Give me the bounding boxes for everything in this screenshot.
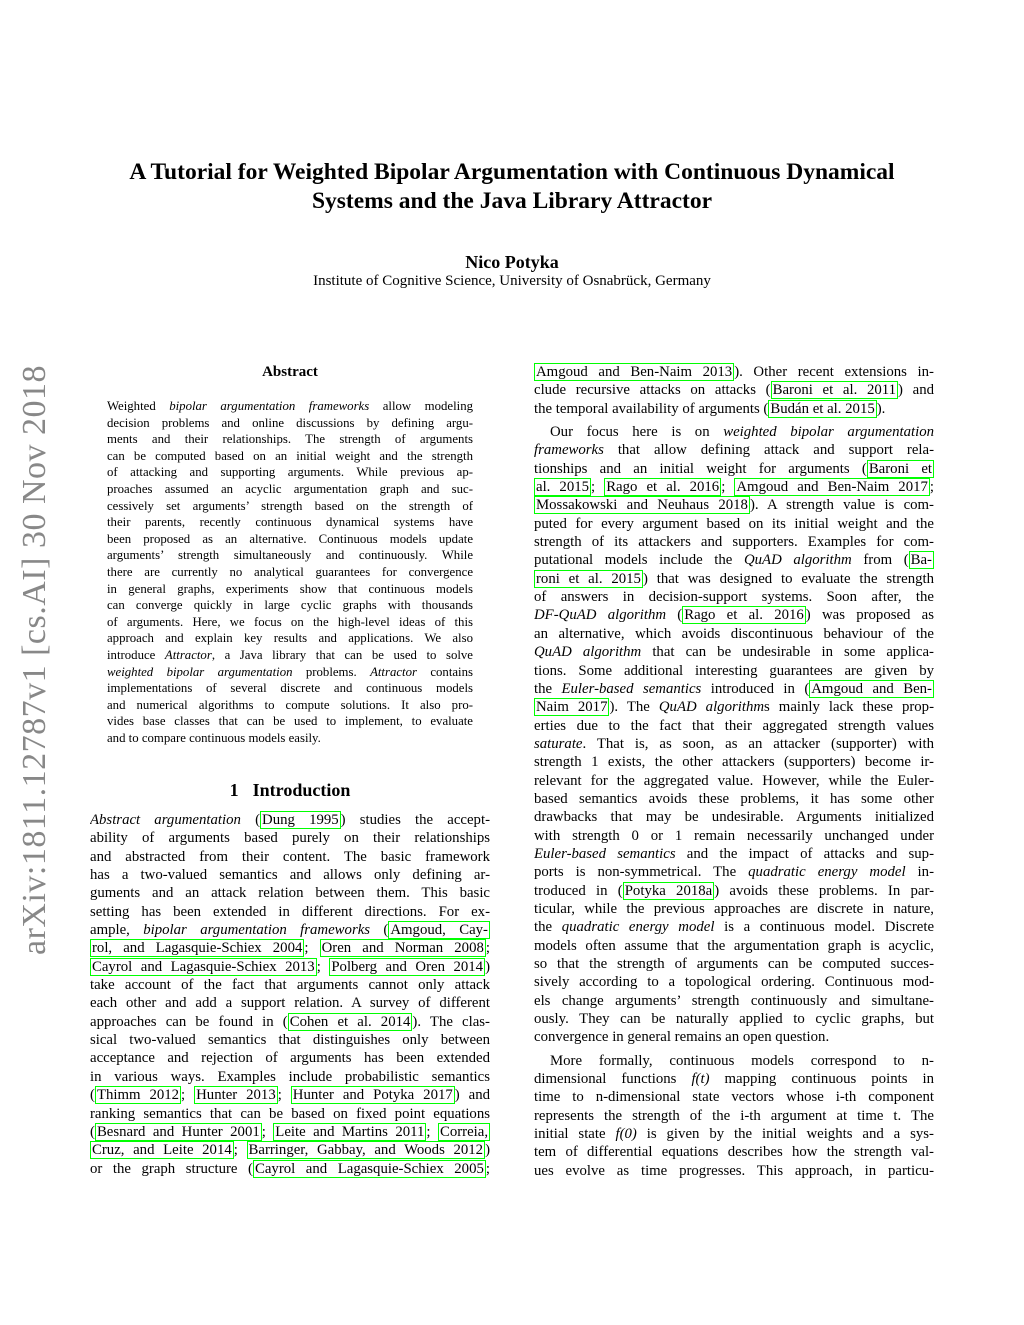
italic-term: frameworks (534, 442, 604, 459)
text-line: weighted bipolar argumentation problems. Attractor contains (107, 664, 473, 679)
italic-term: saturate (534, 735, 583, 752)
citation-link[interactable]: Amgoud and Ben-Naim 2017 (736, 479, 928, 496)
italic-term: f(0) (615, 1126, 637, 1143)
text-line: Cayrol and Lagasquie-Schiex 2013 ; Polberg and Oren 2014 ) (92, 958, 490, 975)
left-column-body (90, 811, 490, 1178)
text-line: setting has been extended in different directions. For ex- (90, 903, 490, 920)
italic-term: DF-QuAD algorithm (534, 607, 667, 624)
citation-link[interactable]: rol, and Lagasquie-Schiex 2004 (92, 940, 303, 957)
italic-term: quadratic energy model (748, 864, 906, 881)
abstract-heading: Abstract (262, 364, 318, 380)
citation-link[interactable]: Amgoud and Ben-Naim 2013 (536, 364, 733, 380)
text-line: saturate. That is, as soon, as an attacker (supporter) with (534, 735, 934, 752)
text-line: els change arguments’ strength continuously and simultane- (534, 992, 934, 1009)
text-line: ports is non-symmetrical. The quadratic energy model in- (534, 864, 934, 881)
text-line: and to compare continuous models easily. (107, 730, 321, 745)
italic-term: weighted bipolar argumentation (107, 664, 293, 679)
text-line: tem of differential equations describes how the strength val- (534, 1144, 934, 1161)
text-line: cessively set arguments’ strength based on the strength of (107, 498, 473, 513)
text-line: relevant for the aggregated value. However, while the Euler- (534, 772, 934, 789)
section-title: Introduction (252, 780, 351, 800)
italic-term: QuAD algorithm (658, 699, 765, 716)
text-line: ability of arguments based purely on their relationships (90, 830, 490, 847)
text-line: frameworks that allow defining attack and support rela- (534, 442, 934, 459)
text-line: the quadratic energy model is a continuous model. Discrete (534, 919, 934, 936)
text-line: of arguments. Here, we focus on the high-level ideas of this (107, 614, 473, 629)
citation-link[interactable]: Besnard and Hunter 2001 (96, 1123, 260, 1140)
text-line: sively according to a topological ordering. Continuous mod- (534, 974, 934, 991)
italic-term: bipolar argumentation frameworks (143, 922, 371, 939)
citation-link[interactable]: Rago et al. 2016 (606, 479, 720, 496)
abstract-body (107, 398, 473, 746)
text-line: convergence in general remains an open question. (534, 1029, 830, 1046)
text-line: an alternative, which avoids discontinuous behaviour of the (534, 625, 934, 642)
text-line: ticular, while the previous approaches are discrete in nature, (534, 900, 934, 917)
text-line: acceptance and rejection of arguments has been extended (90, 1050, 490, 1067)
text-line: vides base classes that can be used to implement, to evaluate (107, 714, 473, 729)
text-line: erties due to the fact that their aggregated strength values (534, 717, 934, 734)
text-line: tionships and an initial weight for arguments ( Baroni et (534, 460, 933, 477)
italic-term: Euler-based semantics (561, 680, 702, 697)
text-line: initial state f(0) is given by the initial weights and a sys- (534, 1126, 934, 1143)
text-line: and abstracted from their content. The basic framework (90, 848, 490, 865)
text-line: ues evolve as time progresses. This approach, in particu- (534, 1162, 934, 1179)
text-line: dimensional functions f(t) mapping continuous points in (534, 1071, 934, 1088)
text-line: QuAD algorithm that can be undesirable in some applica- (534, 644, 934, 661)
section-number: 1 (229, 780, 239, 800)
text-line: been proposed as an alternative. Continuous models update (107, 531, 473, 546)
text-line: introduce Attractor, a Java library that can be used to solve (107, 647, 473, 662)
text-line: More formally, continuous models correspond to n- (550, 1052, 934, 1069)
text-line: guments and an attack relation between them. This basic (90, 885, 490, 902)
text-line: approach and explain key results and applications. We also (107, 631, 473, 646)
citation-link[interactable]: Ba- (910, 552, 932, 569)
citation-link[interactable]: Cruz, and Leite 2014 (92, 1142, 232, 1159)
citation-link[interactable]: Oren and Norman 2008 (321, 940, 484, 957)
citation-link[interactable]: Leite and Martins 2011 (275, 1123, 425, 1140)
italic-term: f(t) (691, 1071, 710, 1088)
text-line: Mossakowski and Neuhaus 2018 ). A strength value is com- (536, 497, 934, 514)
paragraph (534, 1052, 934, 1180)
text-line: sical two-valued semantics that distinguishes only between (90, 1032, 490, 1049)
text-line: in various ways. Examples include probabilistic semantics (90, 1068, 490, 1085)
paper-title (110, 158, 914, 216)
text-line: the temporal availability of arguments ( Budán et al. 2015 ). (534, 400, 886, 417)
text-line: of attacking and supporting arguments. While previous ap- (107, 465, 473, 480)
text-line: so that the strength of arguments can be computed succes- (534, 956, 934, 972)
italic-term: Attractor (164, 647, 212, 662)
text-line: proaches assumed an acyclic argumentation graph and suc- (107, 481, 473, 496)
citation-link[interactable]: Baroni et (868, 460, 933, 477)
citation-link[interactable]: al. 2015 (536, 479, 590, 496)
text-line: or the graph structure ( Cayrol and Lagasquie-Schiex 2005 ; (90, 1160, 490, 1177)
text-line: drawbacks that may be undesirable. Arguments initialized (534, 809, 934, 826)
text-line: Cruz, and Leite 2014 ; Barringer, Gabbay, and Woods 2012 ) (92, 1142, 490, 1159)
citation-link[interactable]: Cayrol and Lagasquie-Schiex 2005 (254, 1160, 484, 1177)
text-line: each other and add a support relation. A survey of different (90, 995, 490, 1012)
text-line: of answers in decision-support systems. Soon after, the (534, 589, 934, 606)
italic-term: Attractor (370, 664, 417, 679)
italic-term: Abstract argumentation (90, 812, 241, 828)
text-line: implementations of several discrete and continuous models (107, 681, 473, 696)
text-line: Weighted bipolar argumentation frameworks allow modeling (107, 399, 473, 413)
citation-link[interactable]: Thimm 2012 (96, 1087, 180, 1104)
text-line: ously. They can be naturally applied to cyclic graphs, but (534, 1011, 934, 1028)
citation-link[interactable]: Baroni et al. 2011 (772, 382, 897, 399)
text-line: Our focus here is on weighted bipolar argumentation (550, 424, 934, 441)
text-line: troduced in ( Potyka 2018a ) avoids these problems. In par- (534, 882, 934, 899)
text-line: arguments’ strength simultaneously and continuously. While (107, 548, 473, 563)
text-line: and numerical algorithms to compute solutions. It also pro- (107, 697, 473, 712)
text-line: clude recursive attacks on attacks ( Baroni et al. 2011 ) and (534, 382, 934, 399)
text-line: ranking semantics that can be based on fixed point equations (90, 1105, 490, 1122)
title-line: Systems and the Java Library Attractor (311, 188, 713, 214)
text-line: ments and their relationships. The strength of arguments (107, 432, 473, 447)
text-line: Amgoud and Ben-Naim 2013 ). Other recent extensions in- (536, 364, 934, 380)
text-line: ( Besnard and Hunter 2001 ; Leite and Martins 2011 ; Correia, (90, 1123, 489, 1140)
paragraph (534, 423, 934, 1047)
text-line: in general graphs, experiments show that continuous models (107, 581, 473, 596)
citation-link[interactable]: Potyka 2018a (624, 882, 713, 899)
author-affiliation: Institute of Cognitive Science, University of Osnabrück, Germany (313, 273, 711, 289)
italic-term: weighted bipolar argumentation (723, 424, 934, 441)
text-line: decision problems and online discussions by defining argu- (107, 415, 473, 430)
text-line: time to n-dimensional state vectors whose i-th component (534, 1089, 934, 1106)
title-line: A Tutorial for Weighted Bipolar Argumentation with Continuous Dynamical (129, 159, 895, 185)
author-name: Nico Potyka (465, 252, 559, 272)
text-line: with strength 0 or 1 remain necessarily unchanged under (534, 827, 934, 844)
citation-link[interactable]: Rago et al. 2016 (684, 607, 804, 624)
citation-link[interactable]: Naim 2017 (536, 699, 608, 716)
text-line: represents the strength of the i-th argument at time t. The (534, 1107, 934, 1124)
citation-link[interactable]: Polberg and Oren 2014 (331, 958, 484, 975)
citation-link[interactable]: Mossakowski and Neuhaus 2018 (536, 497, 748, 514)
text-line: rol, and Lagasquie-Schiex 2004 ; Oren and Norman 2008 ; (92, 940, 490, 957)
citation-link[interactable]: Budán et al. 2015 (770, 400, 875, 417)
text-line: strength of its attackers and supporters. Examples for com- (534, 534, 934, 551)
text-line: the Euler-based semantics introduced in ( Amgoud and Ben- (534, 680, 932, 697)
citation-link[interactable]: Amgoud and Ben- (811, 680, 932, 697)
paragraph (534, 363, 934, 418)
text-line: ample, bipolar argumentation frameworks ( Amgoud, Cay- (90, 922, 488, 939)
text-line: strength 1 exists, the other attackers (supporters) become ir- (534, 754, 934, 771)
citation-link[interactable]: Barringer, Gabbay, and Woods 2012 (248, 1142, 484, 1159)
citation-link[interactable]: Amgoud, Cay- (390, 922, 488, 939)
text-line: can converge quickly in large cyclic graphs with thousands (107, 598, 473, 613)
section-heading (90, 780, 490, 801)
text-line: has a two-valued semantics and allows only defining ar- (90, 867, 490, 884)
citation-link[interactable]: Hunter 2013 (196, 1087, 276, 1104)
text-line: take account of the fact that arguments cannot only attack (90, 977, 490, 994)
text-line: Abstract argumentation ( Dung 1995 ) studies the accept- (90, 812, 490, 828)
text-line: models often assume that the argumentation graph is acyclic, (534, 937, 934, 954)
text-line: puted for every argument based on its initial weight and the (534, 515, 934, 532)
italic-term: quadratic energy model (561, 919, 715, 936)
citation-link[interactable]: roni et al. 2015 (536, 570, 641, 587)
text-line: tions. Some additional interesting guarantees are given by (534, 662, 934, 679)
text-line: based semantics avoids these problems, it has some other (534, 790, 934, 807)
italic-term: Euler-based semantics (534, 845, 676, 862)
italic-term: bipolar argumentation frameworks (169, 399, 370, 413)
citation-link[interactable]: Cayrol and Lagasquie-Schiex 2013 (92, 958, 315, 975)
text-line: DF-QuAD algorithm ( Rago et al. 2016 ) was proposed as (534, 607, 934, 624)
text-line: putational models include the QuAD algorithm from ( Ba- (534, 552, 932, 569)
text-line: Naim 2017 ). The QuAD algorithms mainly lack these prop- (536, 699, 934, 716)
text-line: al. 2015 ; Rago et al. 2016 ; Amgoud and Ben-Naim 2017 ; (536, 479, 934, 496)
citation-link[interactable]: Hunter and Potyka 2017 (292, 1087, 453, 1104)
text-line: can be computed based on an initial weight and the strength (107, 448, 473, 463)
text-line: roni et al. 2015 ) that was designed to evaluate the strength (536, 570, 934, 587)
text-line: there are currently no analytical guarantees for convergence (107, 564, 473, 579)
right-column-body (534, 363, 934, 1180)
text-line: approaches can be found in ( Cohen et al. 2014 ). The clas- (90, 1013, 490, 1030)
arxiv-identifier: arXiv:1811.12787v1 [cs.AI] 30 Nov 2018 (16, 365, 53, 955)
citation-link[interactable]: Cohen et al. 2014 (289, 1013, 411, 1030)
italic-term: QuAD algorithm (743, 552, 852, 569)
citation-link[interactable]: Dung 1995 (262, 812, 339, 828)
text-line: their parents, recently continuous dynamical systems have (107, 515, 473, 530)
text-line: Euler-based semantics and the impact of attacks and sup- (534, 845, 934, 862)
italic-term: QuAD algorithm (534, 644, 642, 661)
citation-link[interactable]: Correia, (439, 1123, 489, 1140)
text-line: ( Thimm 2012 ; Hunter 2013 ; Hunter and Potyka 2017 ) and (90, 1087, 490, 1104)
